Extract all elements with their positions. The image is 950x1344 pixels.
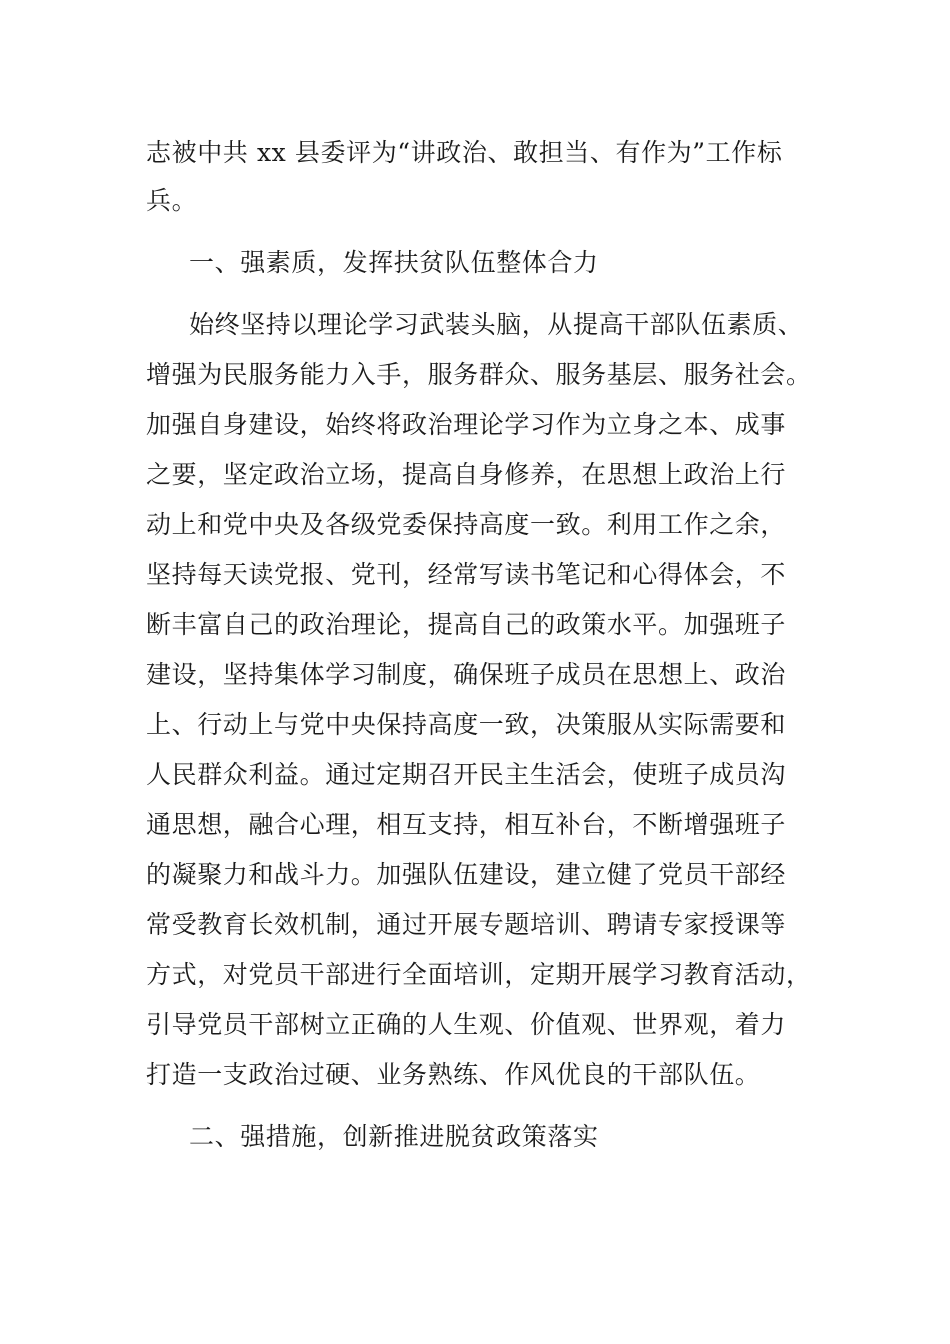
section1-line-11: 通思想，融合心理，相互支持，相互补台，不断增强班子	[146, 810, 787, 839]
intro-line-2: 兵。	[146, 186, 198, 215]
section2-heading: 二、强措施，创新推进脱贫政策落实	[189, 1122, 599, 1151]
section1-line-13: 常受教育长效机制，通过开展专题培训、聘请专家授课等	[146, 910, 787, 939]
section1-line-4: 之要，坚定政治立场，提高自身修养，在思想上政治上行	[146, 460, 787, 489]
section1-line-6: 坚持每天读党报、党刊，经常写读书笔记和心得体会，不	[146, 560, 787, 589]
section1-line-9: 上、行动上与党中央保持高度一致，决策服从实际需要和	[146, 710, 787, 739]
section1-line-1: 始终坚持以理论学习武装头脑，从提高干部队伍素质、	[189, 310, 804, 339]
section1-line-16: 打造一支政治过硬、业务熟练、作风优良的干部队伍。	[146, 1060, 761, 1089]
section1-line-15: 引导党员干部树立正确的人生观、价值观、世界观，着力	[146, 1010, 787, 1039]
section1-line-3: 加强自身建设，始终将政治理论学习作为立身之本、成事	[146, 410, 787, 439]
section1-line-2: 增强为民服务能力入手，服务群众、服务基层、服务社会。	[146, 360, 812, 389]
section1-line-12: 的凝聚力和战斗力。加强队伍建设，建立健了党员干部经	[146, 860, 787, 889]
section1-line-10: 人民群众利益。通过定期召开民主生活会，使班子成员沟	[146, 760, 787, 789]
section1-line-5: 动上和党中央及各级党委保持高度一致。利用工作之余，	[146, 510, 787, 539]
section1-heading: 一、强素质，发挥扶贫队伍整体合力	[189, 248, 599, 277]
intro-line-1: 志被中共 xx 县委评为“讲政治、敢担当、有作为”工作标	[146, 138, 783, 167]
section1-line-14: 方式，对党员干部进行全面培训，定期开展学习教育活动，	[146, 960, 812, 989]
section1-line-7: 断丰富自己的政治理论，提高自己的政策水平。加强班子	[146, 610, 787, 639]
section1-line-8: 建设，坚持集体学习制度，确保班子成员在思想上、政治	[146, 660, 787, 689]
